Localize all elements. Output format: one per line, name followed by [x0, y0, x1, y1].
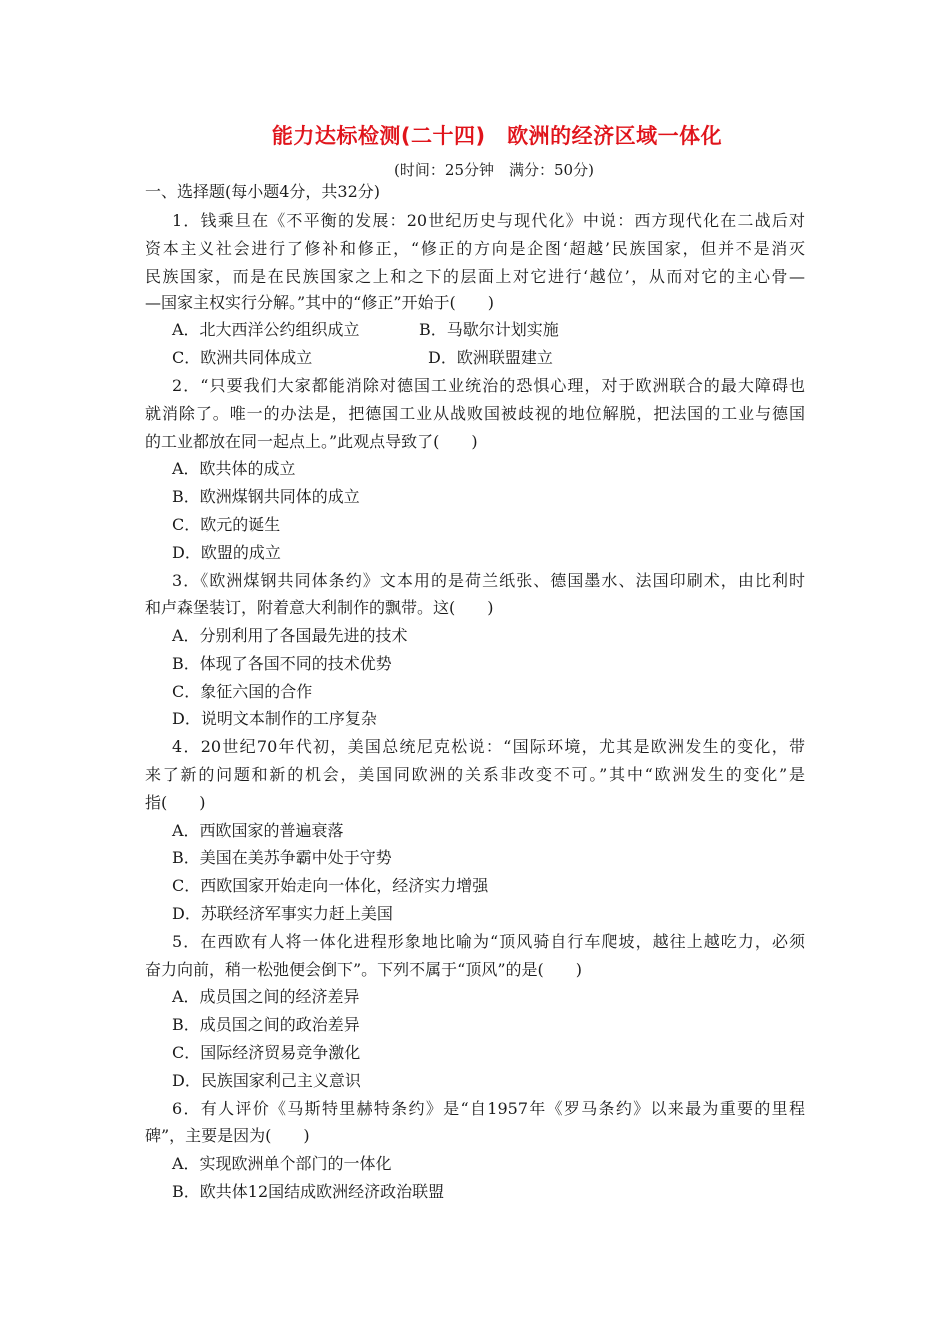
option-a: A．分别利用了各国最先进的技术	[172, 626, 408, 645]
question-stem-line: 4．20世纪70年代初，美国总统尼克松说：“国际环境，尤其是欧洲发生的变化，带	[172, 737, 805, 756]
option-c: C．欧洲共同体成立	[172, 348, 313, 367]
option-c: C．象征六国的合作	[172, 682, 313, 701]
question-stem-line: 3．《欧洲煤钢共同体条约》文本用的是荷兰纸张、德国墨水、法国印刷术，由比利时	[172, 571, 805, 590]
question-stem-line: 碑”，主要是因为( )	[145, 1126, 310, 1145]
option-a: A．欧共体的成立	[172, 459, 296, 478]
option-d: D．欧盟的成立	[172, 543, 281, 562]
option-b: B．成员国之间的政治差异	[172, 1015, 360, 1034]
question-stem-line: 的工业都放在同一起点上。”此观点导致了( )	[145, 432, 478, 451]
option-d: D．民族国家利己主义意识	[172, 1071, 361, 1090]
option-a: A．西欧国家的普遍衰落	[172, 821, 344, 840]
exam-meta: (时间：25分钟 满分：50分)	[394, 161, 594, 179]
question-stem-line: 资本主义社会进行了修补和修正，“修正的方向是企图‘超越’民族国家，但并不是消灭	[145, 239, 805, 258]
question-stem-line: —国家主权实行分解。”其中的“修正”开始于( )	[145, 293, 495, 312]
question-stem-line: 就消除了。唯一的办法是，把德国工业从战败国被歧视的地位解脱，把法国的工业与德国	[145, 404, 805, 423]
option-b: B．欧共体12国结成欧洲经济政治联盟	[172, 1182, 445, 1201]
option-d: D．苏联经济军事实力赶上美国	[172, 904, 393, 923]
question-stem-line: 来了新的问题和新的机会，美国同欧洲的关系非改变不可。”其中“欧洲发生的变化”是	[145, 765, 805, 784]
question-stem-line: 和卢森堡装订，附着意大利制作的飘带。这( )	[145, 598, 494, 617]
question-stem-line: 指( )	[145, 793, 206, 812]
question-stem-line: 民族国家，而是在民族国家之上和之下的层面上对它进行‘越位’，从而对它的主心骨—	[145, 267, 805, 286]
question-stem-line: 奋力向前，稍一松弛便会倒下”。下列不属于“顶风”的是( )	[145, 960, 583, 979]
option-c: C．欧元的诞生	[172, 515, 281, 534]
option-d: D．欧洲联盟建立	[428, 348, 553, 367]
option-a: A．成员国之间的经济差异	[172, 987, 360, 1006]
option-a: A．实现欧洲单个部门的一体化	[172, 1154, 392, 1173]
question-stem-line: 5．在西欧有人将一体化进程形象地比喻为“顶风骑自行车爬坡，越往上越吃力，必须	[172, 932, 805, 951]
question-stem-line: 6．有人评价《马斯特里赫特条约》是“自1957年《罗马条约》以来最为重要的里程	[172, 1099, 805, 1118]
option-b: B．美国在美苏争霸中处于守势	[172, 848, 392, 867]
page-title: 能力达标检测(二十四) 欧洲的经济区域一体化	[271, 124, 723, 148]
question-stem-line: 2．“只要我们大家都能消除对德国工业统治的恐惧心理，对于欧洲联合的最大障碍也	[172, 376, 805, 395]
option-c: C．西欧国家开始走向一体化，经济实力增强	[172, 876, 489, 895]
option-a: A．北大西洋公约组织成立	[172, 320, 360, 339]
option-b: B．体现了各国不同的技术优势	[172, 654, 392, 673]
option-b: B．马歇尔计划实施	[419, 320, 559, 339]
option-d: D．说明文本制作的工序复杂	[172, 709, 377, 728]
option-b: B．欧洲煤钢共同体的成立	[172, 487, 360, 506]
section-heading: 一、选择题(每小题4分，共32分)	[145, 182, 381, 201]
question-stem-line: 1．钱乘旦在《不平衡的发展：20世纪历史与现代化》中说：西方现代化在二战后对	[172, 211, 805, 230]
option-c: C．国际经济贸易竞争激化	[172, 1043, 361, 1062]
